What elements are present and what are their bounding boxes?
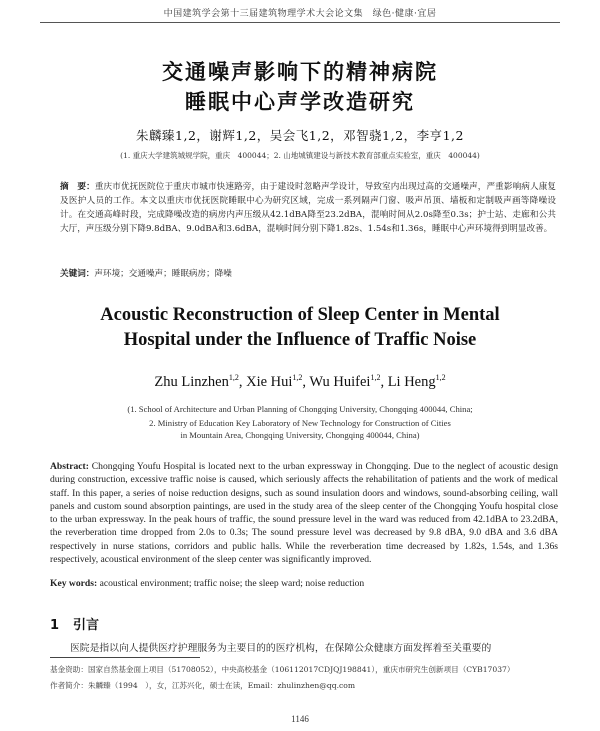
en-author-name: Li Heng: [387, 373, 436, 390]
zh-abstract: [60, 180, 556, 236]
zh-title-line1: 交通噪声影响下的精神病院: [162, 60, 438, 84]
section-title: 引言: [73, 618, 100, 633]
en-abstract-text: Chongqing Youfu Hospital is located next to the urban expressway in Chongqing. Due to the neglect of acoustic design during construction, excessive traffic noise is caused, which seriously affects the rehabilitation of patients and the work of medical staff. In this paper, a series of noise reduction designs, such as sound insulation doors and windows, sound-absorbing ceiling, wall panels and custom sound absorption paintings, are used in the study area of the sleep center of the Chongqing Youfu hospital close to the urban expressway. In the peak hours of traffic, the sound pressure level in the ward was reduced from 42.1dBA to 23.2dBA, the reverberation time dropped from 2.0s to 0.3s; The sound pressure level was decreased by 9.8 dBA, 9.0 dBA and 3.6 dBA respectively in nurse stations, corridors and public halls. While the reverberation time decreased by 1.82s, 1.54s, and 1.36s respectively, acoustical environment of the sleep center was significantly improved.: [50, 461, 558, 566]
footnote-rule: [50, 657, 200, 658]
zh-keywords-text: 声环境；交通噪声；睡眠病房；降噪: [94, 269, 232, 279]
zh-abstract-label: 摘 要：: [60, 182, 95, 192]
en-authors: Zhu Linzhen$^{1,2}$, Xie Hui$^{1,2}$, Wu Huifei$^{1,2}$, Li Heng$^{1,2}$: [154, 373, 446, 390]
header-rule: [40, 22, 560, 23]
en-abstract-label: Abstract:: [50, 461, 89, 472]
page-number: 1146: [291, 714, 309, 724]
en-author-sup: 1,2: [292, 373, 303, 382]
en-author-sup: 1,2: [370, 373, 381, 382]
footnote-fund: 基金资助：国家自然基金面上项目（51708052），中央高校基金（106112017CDJQJ198841），重庆市研究生创新项目（CYB17037）: [50, 665, 515, 674]
en-author-sup: 1,2: [435, 373, 446, 382]
en-keywords-text: acoustical environment; traffic noise; the sleep ward; noise reduction: [99, 578, 365, 589]
en-affiliation-line3: in Mountain Area, Chongqing University, Chongqing 400044, China): [180, 430, 420, 440]
en-author-name: Xie Hui: [246, 373, 293, 390]
footnote-author: 作者简介：朱麟臻（1994 ），女，江苏兴化，硕士在读，Email：zhulinzhen@qq.com: [50, 681, 356, 690]
running-head: 中国建筑学会第十三届建筑物理学术大会论文集 绿色·健康·宜居: [163, 9, 437, 19]
en-title-line2: Hospital under the Influence of Traffic Noise: [123, 330, 477, 350]
en-author-sup: 1,2: [228, 373, 239, 382]
zh-keywords: [60, 267, 556, 279]
en-keywords: [50, 578, 558, 589]
en-title-line1: Acoustic Reconstruction of Sleep Center in Mental: [100, 305, 500, 325]
en-affiliation-line2: 2. Ministry of Education Key Laboratory of New Technology for Construction of Cities: [149, 418, 451, 428]
section-heading: [50, 614, 99, 633]
zh-abstract-text: 重庆市优抚医院位于重庆市城市快速路旁，由于建设时忽略声学设计，导致室内出现过高的交通噪声，严重影响病人康复及医护人员的工作。本文以重庆市优抚医院睡眠中心为研究区域，完成一系列隔声门窗、吸声吊顶、墙板和定制吸声画等降噪设计。在交通高峰时段，完成降噪改造的病房内声压级从42.1dBA降至23.2dBA，混响时间从2.0s降至0.3s；护士站、走廊和公共大厅，声压级分别下降9.8dBA、9.0dBA和3.6dBA，混响时间分别下降1.82s、1.54s和1.36s，睡眠中心声环境得到明显改善。: [60, 182, 556, 234]
zh-title-line2: 睡眠中心声学改造研究: [185, 90, 415, 114]
intro-paragraph: 医院是指以向人提供医疗护理服务为主要目的的医疗机构，在保障公众健康方面发挥着至关重要的: [70, 643, 492, 654]
zh-authors: 朱麟臻1,2，谢辉1,2，吴会飞1,2，邓智骁1,2，李亨1,2: [136, 128, 464, 143]
zh-keywords-label: 关键词：: [60, 269, 95, 279]
zh-affiliation: (1. 重庆大学建筑城规学院，重庆 400044；2. 山地城镇建设与新技术教育部重点实验室，重庆 400044): [120, 151, 480, 160]
en-affiliation-line1: (1. School of Architecture and Urban Planning of Chongqing University, Chongqing 400044, China;: [127, 404, 473, 414]
section-number: 1: [50, 618, 60, 633]
en-author-name: Wu Huifei: [309, 373, 371, 390]
en-abstract: [50, 460, 558, 566]
en-author-name: Zhu Linzhen: [154, 373, 229, 390]
en-keywords-label: Key words:: [50, 578, 98, 589]
